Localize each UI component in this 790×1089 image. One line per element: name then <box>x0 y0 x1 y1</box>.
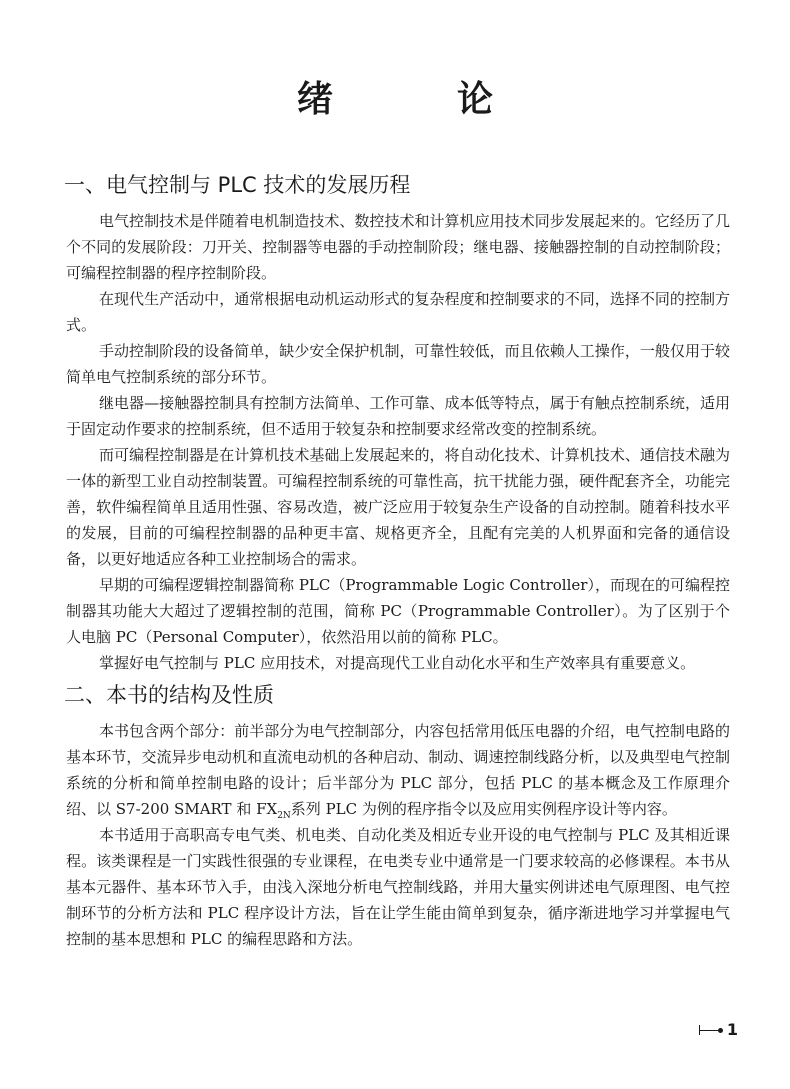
paragraph: 手动控制阶段的设备简单，缺少安全保护机制，可靠性较低，而且依赖人工操作，一般仅用于较简单电气控制系统的部分环节。 <box>66 342 730 386</box>
paragraph: 而可编程控制器是在计算机技术基础上发展起来的，将自动化技术、计算机技术、通信技术融为一体的新型工业自动控制装置。可编程控制系统的可靠性高，抗干扰能力强，硬件配套齐全，功能完善，软件编程简单且适用性强、容易改造，被广泛应用于较复杂生产设备的自动控制。随着科技水平的发展，目前的可编程控制器的品种更丰富、规格更齐全，且配有完美的人机界面和完备的通信设备，以更好地适应各种工业控制场合的需求。 <box>66 446 730 568</box>
subscript: 2N <box>277 811 291 821</box>
paragraph-text: 本书包含两个部分：前半部分为电气控制部分，内容包括常用低压电器的介绍，电气控制电路的基本环节，交流异步电动机和直流电动机的各种启动、制动、调速控制线路分析，以及典型电气控制系统的分析和简单控制电路的设计；后半部分为 PLC 部分，包括 PLC 的基本概念及工作原理介绍、以 S7-200 SMART 和 FX <box>66 722 730 818</box>
page-number-rule <box>700 1030 718 1031</box>
paragraph: 掌握好电气控制与 PLC 应用技术，对提高现代工业自动化水平和生产效率具有重要意义。 <box>99 654 696 672</box>
chapter-title: 绪 论 <box>296 79 537 120</box>
paragraph <box>66 718 730 822</box>
paragraph: 继电器—接触器控制具有控制方法简单、工作可靠、成本低等特点，属于有触点控制系统，适用于固定动作要求的控制系统，但不适用于较复杂和控制要求经常改变的控制系统。 <box>66 394 730 438</box>
paragraph: 电气控制技术是伴随着电机制造技术、数控技术和计算机应用技术同步发展起来的。它经历了几个不同的发展阶段：刀开关、控制器等电器的手动控制阶段；继电器、接触器控制的自动控制阶段；可编程控制器的程序控制阶段。 <box>66 212 730 282</box>
section-heading-2: 二、本书的结构及性质 <box>64 683 274 707</box>
page-number-dot <box>718 1028 723 1033</box>
page-number-text: 1 <box>726 1020 738 1039</box>
section-heading-1: 一、电气控制与 PLC 技术的发展历程 <box>64 173 411 197</box>
page-content <box>66 170 730 952</box>
paragraph: 本书适用于高职高专电气类、机电类、自动化类及相近专业开设的电气控制与 PLC 及其相近课程。该类课程是一门实践性很强的专业课程，在电类专业中通常是一门要求较高的必修课程。本书从基本元器件、基本环节入手，由浅入深地分析电气控制线路，并用大量实例讲述电气原理图、电气控制环节的分析方法和 PLC 程序设计方法，旨在让学生能由简单到复杂，循序渐进地学习并掌握电气控制的基本思想和 PLC 的编程思路和方法。 <box>66 826 730 948</box>
paragraph: 早期的可编程逻辑控制器简称 PLC（Programmable Logic Controller），而现在的可编程控制器其功能大大超过了逻辑控制的范围，简称 PC（Programmable Controller）。为了区别于个人电脑 PC（Personal Computer），依然沿用以前的简称 PLC。 <box>66 576 730 646</box>
paragraph-text: 系列 PLC 为例的程序指令以及应用实例程序设计等内容。 <box>290 800 677 818</box>
page-number <box>699 1020 738 1040</box>
paragraph: 在现代生产活动中，通常根据电动机运动形式的复杂程度和控制要求的不同，选择不同的控制方式。 <box>66 290 730 334</box>
